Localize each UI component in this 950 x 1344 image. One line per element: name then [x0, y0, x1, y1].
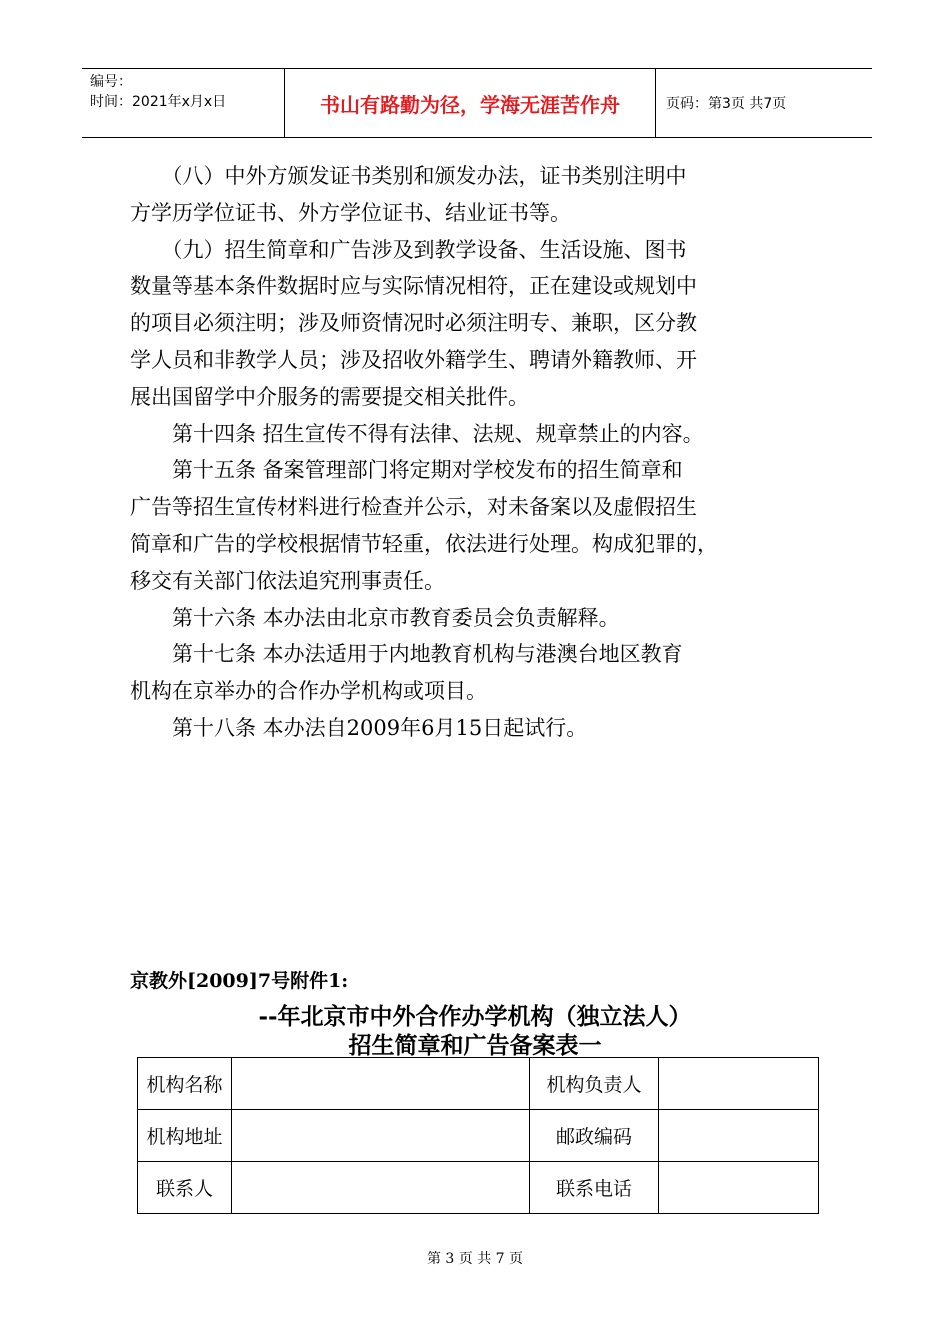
- header-time-label: 时间：2021年x月x日: [90, 94, 227, 110]
- table-row: [138, 1110, 819, 1162]
- field-value-phone[interactable]: [659, 1162, 819, 1214]
- article-15: [130, 452, 830, 599]
- field-value-contact[interactable]: [232, 1162, 530, 1214]
- text-line: 展出国留学中介服务的需要提交相关批件。: [130, 384, 529, 409]
- text-line: 简章和广告的学校根据情节轻重，依法进行处理。构成犯罪的，: [130, 531, 718, 556]
- attachment-label: 京教外[2009]7号附件1:: [130, 970, 349, 992]
- header-meta: [82, 69, 285, 137]
- table-row: [138, 1162, 819, 1214]
- field-value-org-head[interactable]: [659, 1058, 819, 1110]
- text-line: 第十五条 备案管理部门将定期对学校发布的招生简章和: [130, 458, 683, 483]
- field-label-org-head: 机构负责人: [530, 1058, 659, 1110]
- text-line: 的项目必须注明；涉及师资情况时必须注明专、兼职，区分教: [130, 311, 697, 336]
- paragraph-8: [130, 158, 830, 232]
- text-line: 第十六条 本办法由北京市教育委员会负责解释。: [130, 605, 620, 630]
- paragraph-9: [130, 232, 830, 416]
- article-18: [130, 710, 830, 747]
- page-header: [82, 68, 872, 138]
- field-value-org-name[interactable]: [232, 1058, 530, 1110]
- field-value-org-address[interactable]: [232, 1110, 530, 1162]
- text-line: （九）招生简章和广告涉及到教学设备、生活设施、图书: [130, 237, 687, 262]
- text-line: 第十四条 招生宣传不得有法律、法规、规章禁止的内容。: [130, 421, 704, 446]
- text-line: 机构在京举办的合作办学机构或项目。: [130, 679, 487, 704]
- text-line: 第十八条 本办法自2009年6月15日起试行。: [130, 715, 588, 740]
- table-row: [138, 1058, 819, 1110]
- article-14: [130, 416, 830, 453]
- text-line: 移交有关部门依法追究刑事责任。: [130, 568, 445, 593]
- text-line: 广告等招生宣传材料进行检查并公示，对未备案以及虚假招生: [130, 495, 697, 520]
- field-label-phone: 联系电话: [530, 1162, 659, 1214]
- text-line: 第十七条 本办法适用于内地教育机构与港澳台地区教育: [130, 642, 683, 667]
- text-line: 方学历学位证书、外方学位证书、结业证书等。: [130, 200, 571, 225]
- field-label-postcode: 邮政编码: [530, 1110, 659, 1162]
- article-16: [130, 600, 830, 637]
- header-motto: 书山有路勤为径，学海无涯苦作舟: [285, 69, 656, 137]
- text-line: 学人员和非教学人员；涉及招收外籍学生、聘请外籍教师、开: [130, 347, 697, 372]
- field-label-org-address: 机构地址: [138, 1110, 232, 1162]
- field-label-contact: 联系人: [138, 1162, 232, 1214]
- text-line: （八）中外方颁发证书类别和颁发办法，证书类别注明中: [130, 164, 687, 188]
- header-page-info: 页码：第3页 共7页: [666, 96, 787, 112]
- document-body: [130, 158, 830, 747]
- text-line: 数量等基本条件数据时应与实际情况相符，正在建设或规划中: [130, 274, 697, 299]
- header-number-label: 编号：: [90, 74, 132, 90]
- registration-form-table: [137, 1057, 819, 1214]
- page-footer: 第 3 页 共 7 页: [426, 1251, 524, 1267]
- article-17: [130, 636, 830, 710]
- field-value-postcode[interactable]: [659, 1110, 819, 1162]
- form-title-line1: --年北京市中外合作办学机构（独立法人）: [258, 1003, 692, 1030]
- field-label-org-name: 机构名称: [138, 1058, 232, 1110]
- form-title-line2: 招生简章和广告备案表一: [348, 1032, 602, 1059]
